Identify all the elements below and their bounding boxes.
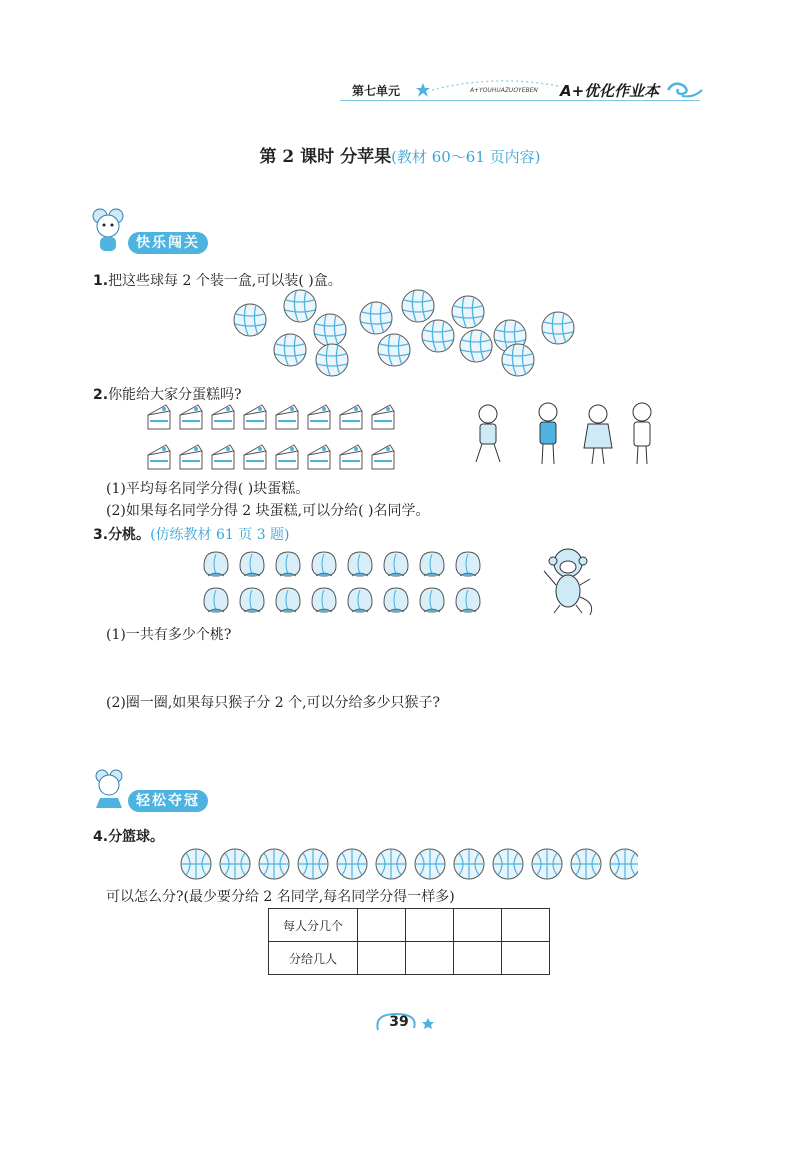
table-row xyxy=(269,909,550,942)
cake-group xyxy=(146,403,416,475)
question-3-note: (仿练教材 61 页 3 题) xyxy=(150,527,290,543)
question-3-part-2: (2)圈一圈,如果每只猴子分 2 个,可以分给多少只猴子? xyxy=(106,695,441,711)
question-4-part-1: 可以怎么分?(最少要分给 2 名同学,每名同学分得一样多) xyxy=(106,889,455,905)
question-1: 1.把这些球每 2 个装一盒,可以装( )盒。 xyxy=(93,273,342,289)
question-2-text: 你能给大家分蛋糕吗? xyxy=(108,387,242,403)
volleyball-group xyxy=(228,288,578,380)
answer-cell[interactable] xyxy=(358,909,406,942)
answer-table xyxy=(268,908,550,975)
swirl-icon xyxy=(664,78,704,100)
header-rule xyxy=(340,100,700,101)
lesson-title-sub: (教材 60～61 页内容) xyxy=(391,148,541,166)
unit-label: 第七单元 xyxy=(352,84,401,98)
lesson-title-main: 第 2 课时 分苹果 xyxy=(259,147,392,167)
answer-cell[interactable] xyxy=(406,942,454,975)
monkey-illustration xyxy=(538,545,598,617)
answer-cell[interactable] xyxy=(406,909,454,942)
answer-cell[interactable] xyxy=(454,942,502,975)
peach-group xyxy=(196,548,516,618)
section-badge-1: 快乐闯关 xyxy=(128,232,208,254)
lesson-title xyxy=(0,142,800,167)
mouse-runner-icon xyxy=(88,768,128,812)
question-4: 4.分篮球。 xyxy=(93,829,165,845)
answer-cell[interactable] xyxy=(454,909,502,942)
series-code: A+YOUHUAZUOYEBEN xyxy=(470,87,538,94)
answer-cell[interactable] xyxy=(502,909,550,942)
section-badge-2: 轻松夺冠 xyxy=(128,790,208,812)
table-row xyxy=(269,942,550,975)
basketball-group xyxy=(178,846,638,882)
row-header-per-person: 每人分几个 xyxy=(269,909,358,942)
answer-cell[interactable] xyxy=(358,942,406,975)
star-icon xyxy=(416,83,430,97)
row-header-people: 分给几人 xyxy=(269,942,358,975)
question-2-part-2: (2)如果每名同学分得 2 块蛋糕,可以分给( )名同学。 xyxy=(106,503,430,519)
question-2: 2.你能给大家分蛋糕吗? xyxy=(93,387,242,403)
page-number: 39 xyxy=(389,1014,409,1030)
mouse-mascot-icon xyxy=(88,206,128,254)
question-3-text: 分桃。 xyxy=(108,527,151,543)
children-illustration xyxy=(470,402,670,468)
question-4-text: 分篮球。 xyxy=(108,829,165,845)
question-3: 3.分桃。(仿练教材 61 页 3 题) xyxy=(93,527,290,543)
question-2-part-1: (1)平均每名同学分得( )块蛋糕。 xyxy=(106,481,310,497)
question-3-part-1: (1)一共有多少个桃? xyxy=(106,627,232,643)
brand-logo: A+优化作业本 xyxy=(560,82,660,100)
answer-cell[interactable] xyxy=(502,942,550,975)
question-1-text: 把这些球每 2 个装一盒,可以装( )盒。 xyxy=(108,273,342,289)
